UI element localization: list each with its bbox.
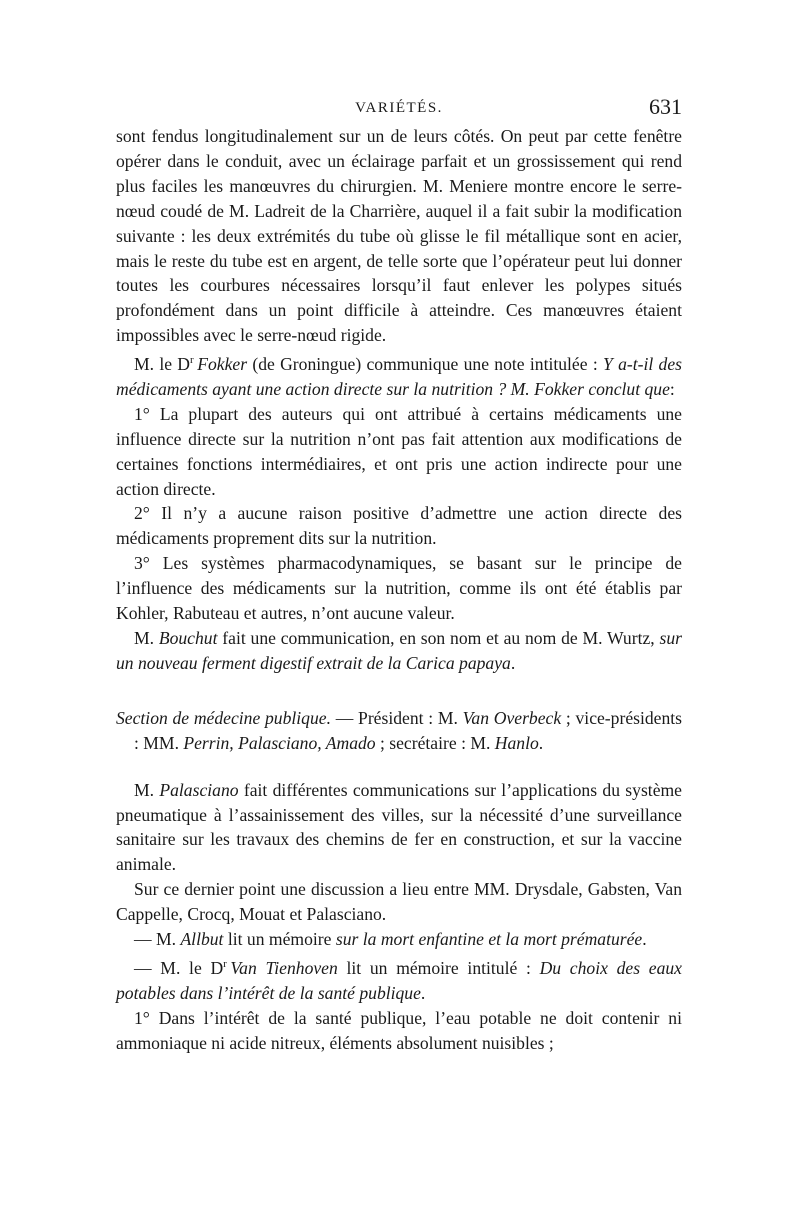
- paragraph-palasciano: [116, 778, 682, 878]
- text-run: lit un mémoire intitulé :: [337, 957, 540, 978]
- text-run: .: [538, 732, 544, 753]
- paragraph-bouchut: [116, 626, 682, 676]
- text-run: .: [510, 652, 516, 673]
- president-name: Van Overbeck: [462, 707, 562, 728]
- author-name: Van Tienhoven: [230, 957, 338, 978]
- paragraph-meniere: sont fendus longitudinalement sur un de leurs côtés. On peut par cette fenêtre opérer dans le conduit, avec un éclairage parfait et un grossissement qui rend plus faciles les manœuvres du chirurgien. M. Meniere montre encore le serre-nœud coudé de M. Ladreit de la Charrière, auquel il a fait subir la modification suivante : les deux extrémités du tube où glisse le fil métallique sont en acier, mais le reste du tube est en argent, de telle sorte que l’opérateur peut lui donner toutes les courbures nécessaires lorsqu’il faut enlever les polypes situés profondément dans un point difficile à atteindre. Ces manœuvres étaient impossibles avec le serre-nœud rigide.: [116, 126, 682, 346]
- vice-president-names: Perrin, Palasciano, Amado: [183, 732, 376, 753]
- text-run: lit un mémoire: [223, 929, 336, 950]
- text-run: — Président : M.: [330, 707, 463, 728]
- text-run: — M. le D: [134, 957, 224, 978]
- text-run: :: [669, 378, 675, 399]
- communication-title: sur un nouveau ferment digestif extrait de la Carica papaya: [116, 627, 682, 673]
- text-run: ; vice-présidents : MM.: [134, 707, 683, 753]
- text-run: M. le D: [134, 354, 191, 375]
- text-run: fait différentes communications sur l’applications du système pneumatique à l’assainissement des villes, sur la nécessité d’une surveillance sanitaire sur les travaux des chemins de fer en construction, et sur la vaccine animale.: [116, 779, 682, 875]
- author-name: Fokker: [197, 354, 248, 375]
- book-page: [116, 90, 682, 1055]
- paragraph-conclusion-2: 2° Il n’y a aucune raison positive d’admettre une action directe des médicaments proprement dits sur la nutrition.: [116, 503, 682, 549]
- superscript: r: [190, 354, 194, 367]
- superscript: r: [223, 957, 227, 970]
- page-number: 631: [649, 94, 682, 119]
- paragraph-van-tienhoven: [116, 952, 682, 1006]
- communication-title: Du choix des eaux potables dans l’intérêt de la santé publique: [116, 957, 682, 1003]
- spacer: [116, 756, 682, 778]
- author-name: Palasciano: [159, 779, 239, 800]
- text-run: ; secrétaire : M.: [375, 732, 495, 753]
- text-run: — M.: [134, 929, 181, 950]
- text-run: fait une communication, en son nom et au nom de M. Wurtz,: [217, 627, 660, 648]
- body-text: [116, 124, 682, 1055]
- paragraph-conclusion-3: 3° Les systèmes pharmacodynamiques, se basant sur le principe de l’influence des médicaments sur la nutrition, comme ils ont été établis par Kohler, Rabuteau et autres, n’ont aucune valeur.: [116, 553, 682, 624]
- text-run: M.: [134, 627, 159, 648]
- text-run: M.: [134, 779, 160, 800]
- running-head: [116, 90, 682, 124]
- paragraph-discussion: Sur ce dernier point une discussion a lieu entre MM. Drysdale, Gabsten, Van Cappelle, Crocq, Mouat et Palasciano.: [116, 879, 682, 925]
- author-name: Bouchut: [158, 627, 218, 648]
- text-run: .: [420, 982, 426, 1003]
- section-label: Section de médecine publique.: [116, 707, 331, 728]
- section-heading: [116, 706, 682, 756]
- secretary-name: Hanlo: [494, 732, 539, 753]
- communication-title: Y a-t-il des médicaments ayant une action directe sur la nutrition ? M. Fokker conclut que: [116, 354, 682, 399]
- paragraph-water-1: 1° Dans l’intérêt de la santé publique, l’eau potable ne doit contenir ni ammoniaque ni acide nitreux, éléments absolument nuisibles ;: [116, 1007, 682, 1053]
- text-run: (de Groningue) communique une note intitulée :: [247, 354, 603, 375]
- author-name: Allbut: [180, 929, 224, 950]
- paragraph-conclusion-1: 1° La plupart des auteurs qui ont attribué à certains médicaments une influence directe sur la nutrition n’ont pas fait attention aux modifications de certaines fonctions intermédiaires, et ont pris une action indirecte pour une action directe.: [116, 403, 682, 499]
- paragraph-allbut: [116, 927, 682, 952]
- paragraph-fokker: [116, 348, 682, 402]
- text-run: .: [642, 929, 647, 950]
- running-title: VARIÉTÉS.: [355, 100, 443, 116]
- communication-title: sur la mort enfantine et la mort prématurée: [335, 929, 643, 950]
- spacer: [116, 676, 682, 706]
